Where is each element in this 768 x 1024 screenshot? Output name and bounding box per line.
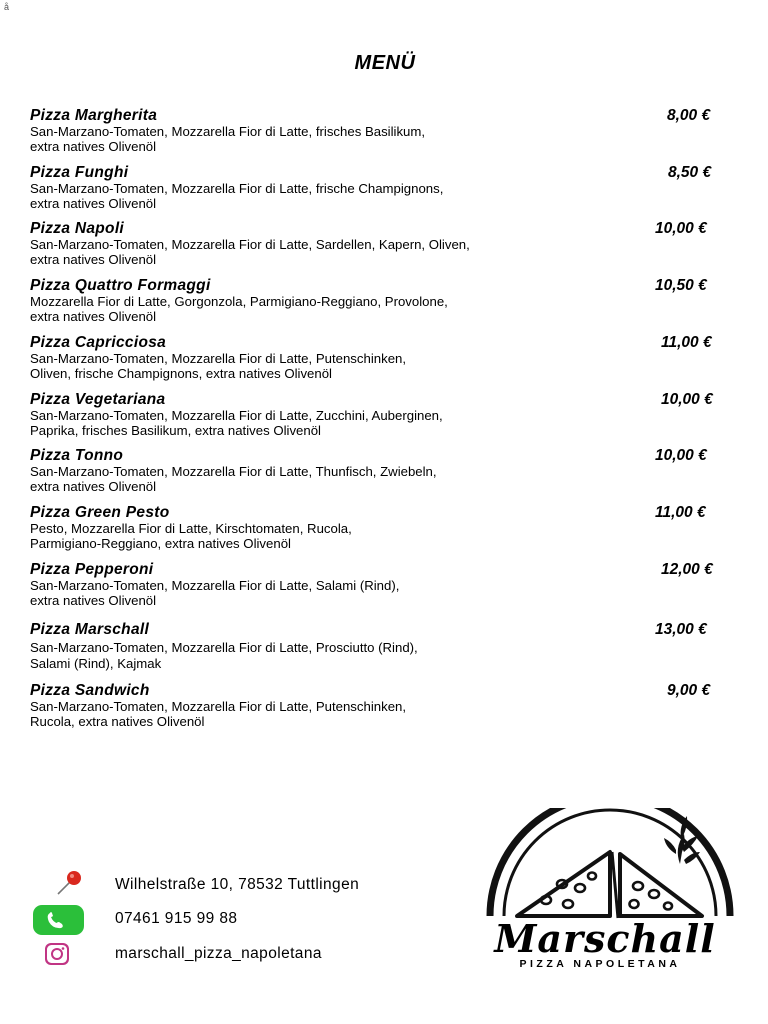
item-description: San-Marzano-Tomaten, Mozzarella Fior di Latte, Sardellen, Kapern, Oliven, extra natives Olivenöl (30, 237, 470, 267)
menu-item (30, 561, 740, 607)
item-description: San-Marzano-Tomaten, Mozzarella Fior di Latte, frisches Basilikum, extra natives Olivenöl (30, 124, 426, 154)
address-text: Wilhelstraße 10, 78532 Tuttlingen (115, 876, 360, 893)
item-price: 11,00 € (655, 504, 706, 521)
item-name: Pizza Margherita (30, 107, 158, 124)
item-name: Pizza Napoli (30, 220, 125, 237)
menu-item (30, 107, 740, 153)
item-description: Pesto, Mozzarella Fior di Latte, Kirschtomaten, Rucola, Parmigiano-Reggiano, extra natives Olivenöl (30, 521, 352, 551)
item-name: Pizza Funghi (30, 164, 129, 181)
item-name: Pizza Vegetariana (30, 391, 166, 408)
menu-item (30, 621, 740, 671)
item-price: 10,00 € (655, 220, 707, 237)
page-title: MENÜ (354, 52, 416, 74)
menu-item (30, 391, 740, 437)
menu-item (30, 164, 740, 210)
item-price: 10,00 € (655, 447, 707, 464)
item-description: San-Marzano-Tomaten, Mozzarella Fior di Latte, Prosciutto (Rind), Salami (Rind), Kajmak (30, 640, 418, 671)
map-pin-icon (44, 868, 88, 898)
instagram-handle[interactable]: marschall_pizza_napoletana (115, 945, 322, 962)
item-description: San-Marzano-Tomaten, Mozzarella Fior di Latte, frische Champignons, extra natives Olivenöl (30, 181, 444, 211)
menu-item (30, 682, 740, 728)
item-description: San-Marzano-Tomaten, Mozzarella Fior di Latte, Putenschinken, Oliven, frische Champignons, extra natives Olivenöl (30, 351, 407, 381)
item-description: San-Marzano-Tomaten, Mozzarella Fior di Latte, Putenschinken, Rucola, extra natives Olivenöl (30, 699, 407, 729)
item-price: 8,50 € (668, 164, 712, 181)
menu-item (30, 277, 740, 323)
item-price: 9,00 € (667, 682, 711, 699)
phone-icon (32, 904, 86, 936)
item-price: 10,00 € (661, 391, 713, 408)
item-name: Pizza Marschall (30, 621, 150, 638)
item-price: 11,00 € (661, 334, 712, 351)
phone-text[interactable]: 07461 915 99 88 (115, 910, 238, 927)
item-description: San-Marzano-Tomaten, Mozzarella Fior di Latte, Zucchini, Auberginen, Paprika, frisches Basilikum, extra natives Olivenöl (30, 408, 443, 438)
item-name: Pizza Green Pesto (30, 504, 170, 521)
item-name: Pizza Sandwich (30, 682, 150, 699)
instagram-icon (42, 940, 76, 968)
logo-wordmark: Marschall (494, 916, 716, 961)
item-description: San-Marzano-Tomaten, Mozzarella Fior di Latte, Thunfisch, Zwiebeln, extra natives Olivenöl (30, 464, 437, 494)
item-price: 8,00 € (667, 107, 711, 124)
menu-item (30, 447, 740, 493)
item-name: Pizza Capricciosa (30, 334, 167, 351)
menu-item (30, 504, 740, 550)
item-description: Mozzarella Fior di Latte, Gorgonzola, Parmigiano-Reggiano, Provolone, extra natives Olivenöl (30, 294, 448, 324)
item-description: San-Marzano-Tomaten, Mozzarella Fior di Latte, Salami (Rind), extra natives Olivenöl (30, 578, 400, 608)
item-name: Pizza Pepperoni (30, 561, 154, 578)
corner-mark: å (4, 2, 10, 12)
logo-subtitle: PIZZA NAPOLETANA (519, 958, 681, 970)
menu-item (30, 220, 740, 266)
item-price: 12,00 € (661, 561, 713, 578)
item-price: 13,00 € (655, 621, 707, 638)
item-name: Pizza Quattro Formaggi (30, 277, 211, 294)
item-price: 10,50 € (655, 277, 707, 294)
menu-item (30, 334, 740, 380)
item-name: Pizza Tonno (30, 447, 124, 464)
